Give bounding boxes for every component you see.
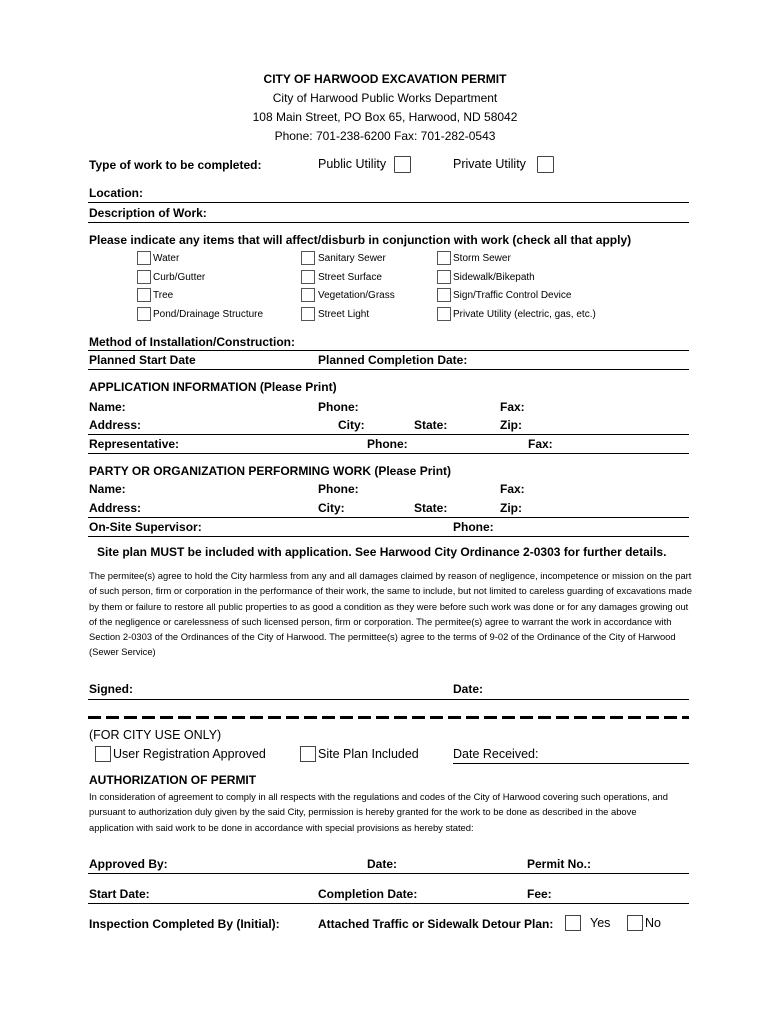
party-state-label: State: [414,501,448,515]
private-utility-item-checkbox[interactable] [437,307,451,321]
applicant-phone-label: Phone: [318,400,359,414]
supervisor-phone-label: Phone: [453,520,494,534]
description-label: Description of Work: [89,206,207,220]
street-surface-checkbox[interactable] [301,270,315,284]
curb-gutter-label: Curb/Gutter [153,272,206,283]
authorization-text: In consideration of agreement to comply in all respects with the regulations and codes of the City of Harwood covering such operations, and pursuant to authorization duly given by the said City, permission is hereby granted for the work to be done as described in the above application with said work to be done in accordance with special provisions as hereby stated: [89,791,668,833]
representative-line[interactable] [88,453,689,454]
method-field-line[interactable] [88,350,689,351]
storm-sewer-checkbox[interactable] [437,251,451,265]
party-address-label: Address: [89,501,142,515]
completion-date-label: Completion Date: [318,887,418,901]
authorization-heading: AUTHORIZATION OF PERMIT [89,773,257,787]
method-label: Method of Installation/Construction: [89,335,295,349]
detour-yes-checkbox[interactable] [565,915,581,931]
site-plan-included-label: Site Plan Included [318,747,419,761]
applicant-name-label: Name: [89,400,126,414]
sign-traffic-checkbox[interactable] [437,288,451,302]
detour-no-checkbox[interactable] [627,915,643,931]
approval-date-label: Date: [367,857,398,871]
representative-fax-label: Fax: [528,437,553,451]
representative-label: Representative: [89,437,180,451]
site-plan-notice: Site plan MUST be included with application. See Harwood City Ordinance 2-0303 for further details. [97,545,667,559]
representative-phone-label: Phone: [367,437,408,451]
street-light-checkbox[interactable] [301,307,315,321]
applicant-address-line[interactable] [88,434,689,435]
location-field-line[interactable] [88,202,689,203]
cut-line-divider [88,716,689,719]
applicant-city-label: City: [338,418,365,432]
site-plan-included-checkbox[interactable] [300,746,316,762]
pond-drainage-label: Pond/Drainage Structure [153,309,264,320]
department-phone-fax: Phone: 701-238-6200 Fax: 701-282-0543 [274,129,496,143]
applicant-address-label: Address: [89,418,142,432]
tree-checkbox[interactable] [137,288,151,302]
permit-number-label: Permit No.: [527,857,592,871]
permit-title: CITY OF HARWOOD EXCAVATION PERMIT [263,72,507,86]
vegetation-checkbox[interactable] [301,288,315,302]
party-address-line[interactable] [88,517,689,518]
applicant-state-label: State: [414,418,448,432]
sidewalk-checkbox[interactable] [437,270,451,284]
planned-dates-line[interactable] [88,369,689,370]
city-use-heading: (FOR CITY USE ONLY) [89,728,222,742]
start-date-line[interactable] [88,903,689,904]
party-city-label: City: [318,501,345,515]
detour-yes-label: Yes [590,916,611,930]
sign-traffic-label: Sign/Traffic Control Device [453,290,572,301]
approved-by-label: Approved By: [89,857,168,871]
curb-gutter-checkbox[interactable] [137,270,151,284]
planned-start-label: Planned Start Date [89,353,196,367]
approval-line[interactable] [88,873,689,874]
user-registration-label: User Registration Approved [113,747,266,761]
sidewalk-label: Sidewalk/Bikepath [453,272,535,283]
detour-plan-label: Attached Traffic or Sidewalk Detour Plan: [318,917,554,931]
street-surface-label: Street Surface [318,272,382,283]
party-name-label: Name: [89,482,126,496]
signed-label: Signed: [89,682,133,696]
work-type-label: Type of work to be completed: [89,158,262,172]
supervisor-label: On-Site Supervisor: [89,520,202,534]
private-utility-checkbox[interactable] [537,156,554,173]
applicant-zip-label: Zip: [500,418,522,432]
signed-date-label: Date: [453,682,484,696]
signature-line[interactable] [88,699,689,700]
department-address: 108 Main Street, PO Box 65, Harwood, ND 58042 [252,110,518,124]
inspection-label: Inspection Completed By (Initial): [89,917,280,931]
supervisor-line[interactable] [88,536,689,537]
sanitary-sewer-label: Sanitary Sewer [318,253,386,264]
sanitary-sewer-checkbox[interactable] [301,251,315,265]
street-light-label: Street Light [318,309,370,320]
pond-drainage-checkbox[interactable] [137,307,151,321]
public-utility-label: Public Utility [318,157,387,171]
storm-sewer-label: Storm Sewer [453,253,511,264]
party-phone-label: Phone: [318,482,359,496]
start-date-label: Start Date: [89,887,150,901]
vegetation-label: Vegetation/Grass [318,290,395,301]
private-utility-label: Private Utility [453,157,526,171]
date-received-line[interactable] [453,763,689,764]
detour-no-label: No [645,916,661,930]
party-fax-label: Fax: [500,482,525,496]
department-name: City of Harwood Public Works Department [272,91,498,105]
water-label: Water [153,253,180,264]
planned-completion-label: Planned Completion Date: [318,353,468,367]
private-utility-item-label: Private Utility (electric, gas, etc.) [453,309,596,320]
applicant-fax-label: Fax: [500,400,525,414]
public-utility-checkbox[interactable] [394,156,411,173]
tree-label: Tree [153,290,174,301]
application-heading: APPLICATION INFORMATION (Please Print) [89,380,337,394]
date-received-label: Date Received: [453,747,539,761]
agreement-text: The permitee(s) agree to hold the City harmless from any and all damages claimed by reason of negligence, incompetence or mission on the part of such person, firm or corporation in the performance of their work, the same to include, but not limited to careless guarding of excavations made by them or failure to restore all public properties to as good a condition as they were before such work was done or for any damages growing out of the negligence or carelessness of such licensed person, firm or corporation. The permitee(s) agree to warrant the work in accordance with Section 2-0303 of the Ordinances of the City of Harwood. The permittee(s) agree to the terms of 9-02 of the Ordinance of the City of Harwood (Sewer Service) [89,570,692,658]
location-label: Location: [89,186,143,200]
items-heading: Please indicate any items that will affect/disburb in conjunction with work (check all that apply) [89,233,632,247]
party-zip-label: Zip: [500,501,522,515]
water-checkbox[interactable] [137,251,151,265]
description-field-line[interactable] [88,222,689,223]
fee-label: Fee: [527,887,552,901]
party-heading: PARTY OR ORGANIZATION PERFORMING WORK (Please Print) [89,464,452,478]
user-registration-checkbox[interactable] [95,746,111,762]
